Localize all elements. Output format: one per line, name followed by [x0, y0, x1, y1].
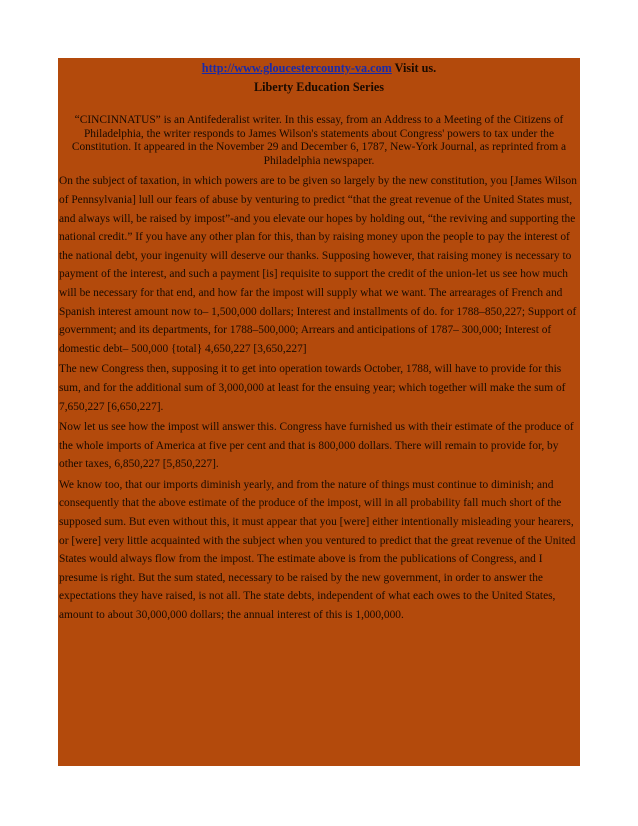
header-line — [58, 60, 580, 77]
visit-us-text: Visit us. — [394, 61, 437, 75]
website-link[interactable]: http://www.gloucestercounty-va.com — [201, 61, 392, 75]
body-paragraph: Now let us see how the impost will answer this. Congress have furnished us with their estimate of the produce of the whole imports of America at five per cent and that is 800,000 dollars. There will remain to provide for, by other taxes, 6,850,227 [5,850,227]. — [59, 421, 574, 471]
document-page — [58, 58, 580, 766]
body-paragraph: On the subject of taxation, in which powers are to be given so largely by the new constitution, you [James Wilson of Pennsylvania] lull our fears of abuse by venturing to predict “that the great revenue of the United States must, and always will, be raised by impost”-and you elevate our hopes by holding out, “the reviving and supporting the national credit.” If you have any other plan for this, than by raising money upon the people to pay the interest of the national debt, your ingenuity will deserve our thanks. Supposing however, that raising money is necessary to payment of the interest, and such a payment [is] requisite to support the credit of the union-let us see how much will be necessary for that end, and how far the impost will supply what we want. The arrearages of French and Spanish interest amount now to– 1,500,000 dollars; Interest and installments of do. for 1788–850,227; Support of government; and its departments, for 1788–500,000; Arrears and anticipations of 1787– 300,000; Interest of domestic debt– 500,000 {total} 4,650,227 [3,650,227] — [59, 175, 577, 355]
series-title: Liberty Education Series — [254, 80, 384, 94]
intro-paragraph: “CINCINNATUS” is an Antifederalist writer. In this essay, from an Address to a Meeting of the Citizens of Philadelphia, the writer responds to James Wilson's statements about Congress' powers to tax under the Constitution. It appeared in the November 29 and December 6, 1787, New-York Journal, as reprinted from a Philadelphia newspaper. — [71, 114, 567, 167]
body-paragraph: The new Congress then, supposing it to get into operation towards October, 1788, will have to provide for this sum, and for the additional sum of 3,000,000 at least for the ensuing year; which together will make the sum of 7,650,227 [6,650,227]. — [59, 363, 566, 413]
body-paragraph: We know too, that our imports diminish yearly, and from the nature of things must continue to diminish; and consequently that the above estimate of the produce of the impost, will in all probability fall much short of the supposed sum. But even without this, it must appear that you [were] either intentionally misleading your hearers, or [were] very little acquainted with the subject when you ventured to predict that the great revenue of the United States would always flow from the impost. The estimate above is from the publications of Congress, and I presume is right. But the sum stated, necessary to be raised by the new government, in order to answer the expectations they have raised, is not all. The state debts, independent of what each owes to the United States, amount to about 30,000,000 dollars; the annual interest of this is 1,000,000. — [59, 478, 576, 622]
